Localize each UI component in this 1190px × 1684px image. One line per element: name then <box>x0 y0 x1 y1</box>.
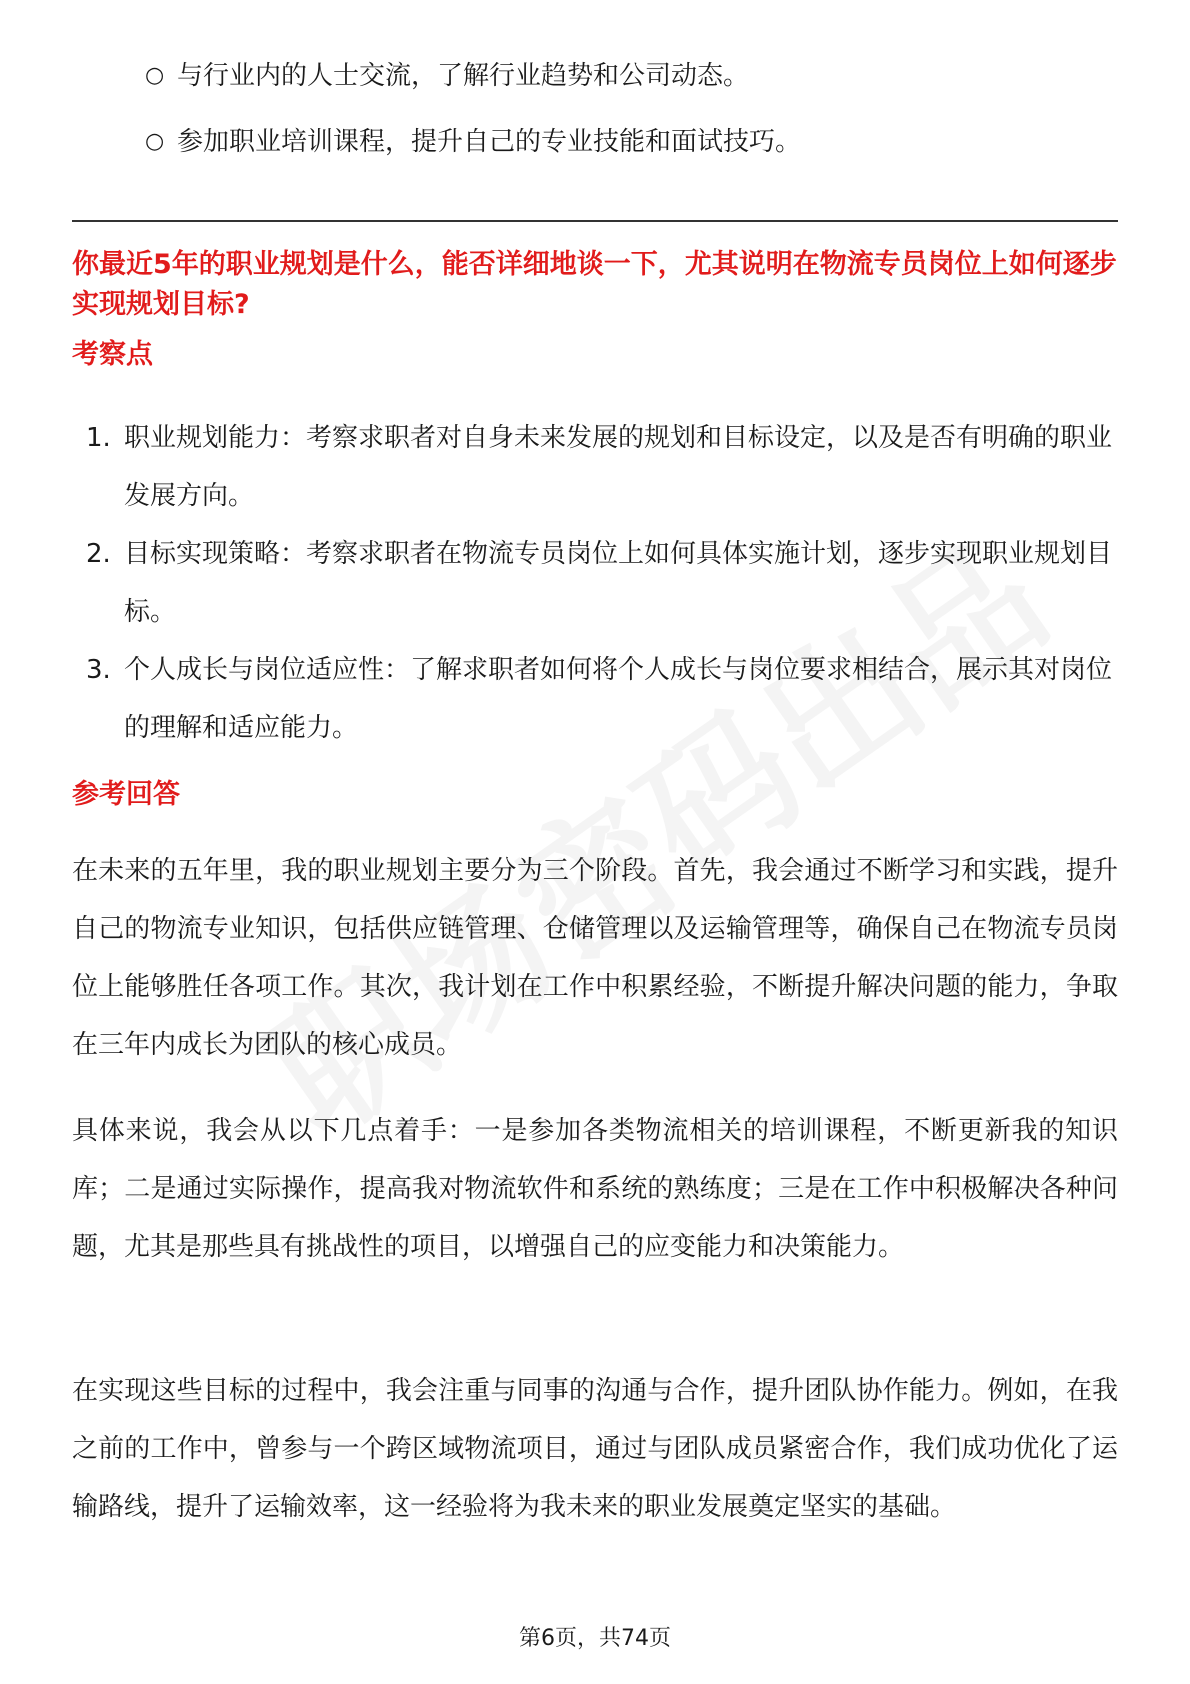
list-item <box>145 124 1125 160</box>
section-divider <box>72 220 1118 222</box>
item-number: 2. <box>86 539 111 569</box>
points-heading: 考察点 <box>72 339 153 370</box>
bullet-circle-icon: ○ <box>145 129 165 154</box>
answer-paragraph: 在实现这些目标的过程中，我会注重与同事的沟通与合作，提升团队协作能力。例如，在我之前的工作中，曾参与一个跨区域物流项目，通过与团队成员紧密合作，我们成功优化了运输路线，提升了运输效率，这一经验将为我未来的职业发展奠定坚实的基础。 <box>72 1376 1118 1522</box>
item-text: 职业规划能力：考察求职者对自身未来发展的规划和目标设定，以及是否有明确的职业发展方向。 <box>124 423 1113 511</box>
item-text: 目标实现策略：考察求职者在物流专员岗位上如何具体实施计划，逐步实现职业规划目标。 <box>124 539 1113 627</box>
list-item <box>72 409 1118 525</box>
bullet-list <box>145 58 1125 190</box>
list-item <box>145 58 1125 94</box>
answer-heading: 参考回答 <box>72 779 180 810</box>
item-number: 3. <box>86 655 111 685</box>
bullet-circle-icon: ○ <box>145 63 165 88</box>
item-text: 个人成长与岗位适应性：了解求职者如何将个人成长与岗位要求相结合，展示其对岗位的理解和适应能力。 <box>124 655 1113 743</box>
list-item <box>72 525 1118 641</box>
list-item <box>72 641 1118 757</box>
question-title: 你最近5年的职业规划是什么，能否详细地谈一下，尤其说明在物流专员岗位上如何逐步实现规划目标? <box>72 249 1117 320</box>
page-number: 第6页，共74页 <box>519 1626 671 1651</box>
answer-paragraph: 在未来的五年里，我的职业规划主要分为三个阶段。首先，我会通过不断学习和实践，提升自己的物流专业知识，包括供应链管理、仓储管理以及运输管理等，确保自己在物流专员岗位上能够胜任各项工作。其次，我计划在工作中积累经验，不断提升解决问题的能力，争取在三年内成长为团队的核心成员。 <box>72 856 1118 1060</box>
bullet-text: 与行业内的人士交流，了解行业趋势和公司动态。 <box>177 61 750 91</box>
bullet-text: 参加职业培训课程，提升自己的专业技能和面试技巧。 <box>177 127 802 157</box>
item-number: 1. <box>86 423 111 453</box>
points-list <box>72 409 1118 757</box>
answer-paragraph: 具体来说，我会从以下几点着手：一是参加各类物流相关的培训课程，不断更新我的知识库；二是通过实际操作，提高我对物流软件和系统的熟练度；三是在工作中积极解决各种问题，尤其是那些具有挑战性的项目，以增强自己的应变能力和决策能力。 <box>72 1116 1118 1262</box>
